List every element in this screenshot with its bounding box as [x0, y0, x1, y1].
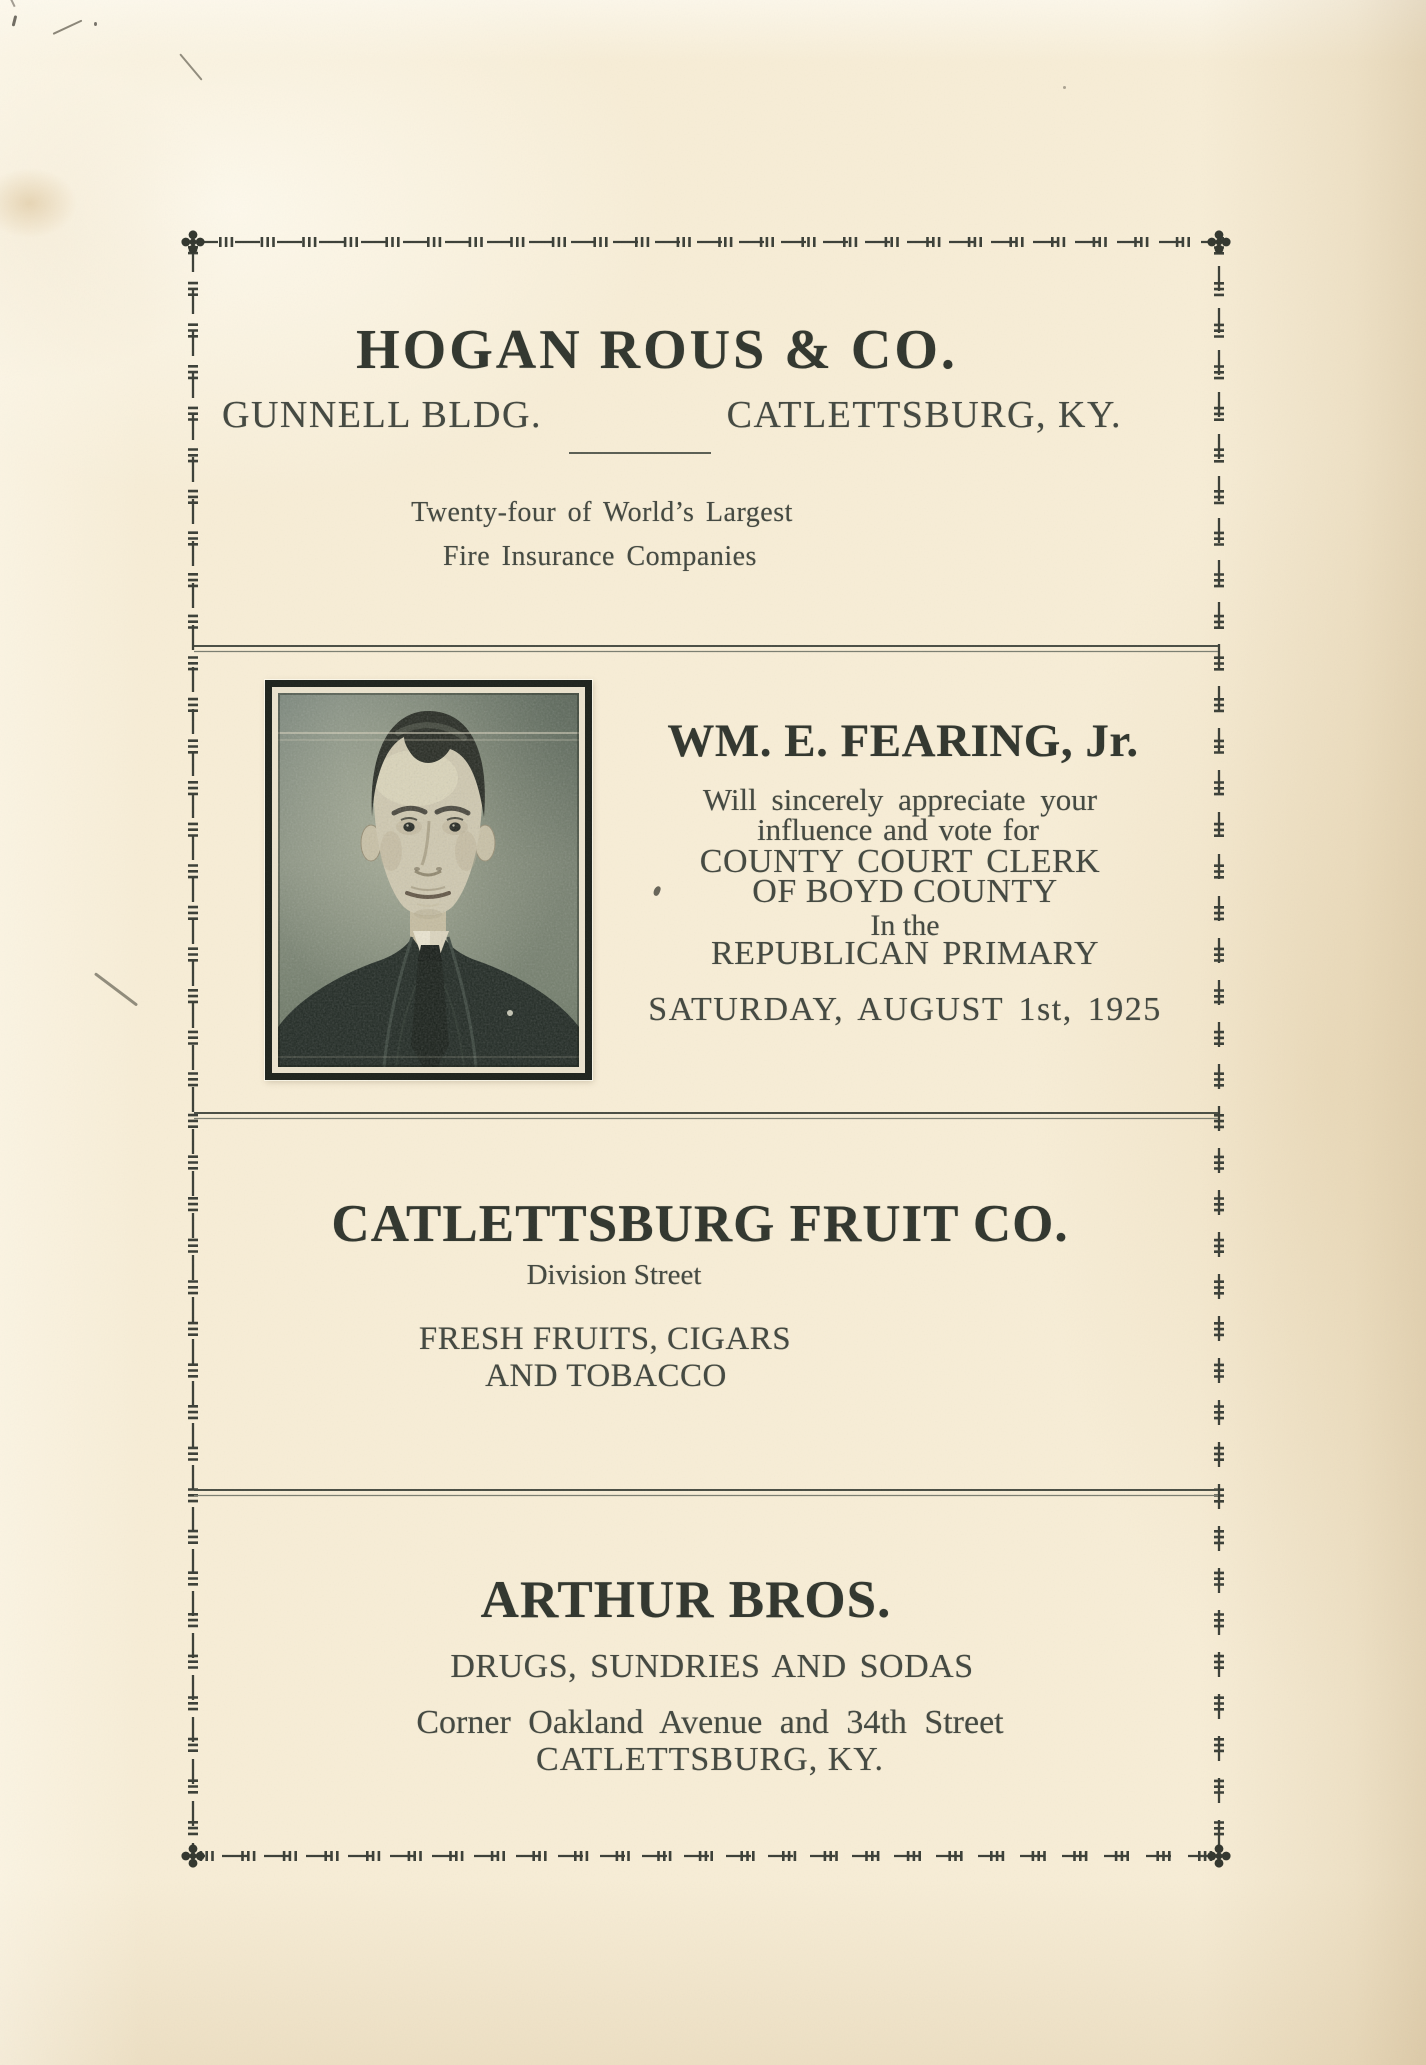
fruit-co-street: Division Street — [526, 1259, 702, 1291]
hogan-rous-address-left: GUNNELL BLDG. — [222, 394, 542, 436]
section-divider-2 — [194, 1113, 1218, 1119]
fearing-name-title: WM. E. FEARING, Jr. — [667, 715, 1139, 767]
scan-artifact-pencil-line — [179, 53, 202, 80]
fearing-primary-line: REPUBLICAN PRIMARY — [710, 935, 1100, 972]
short-divider-rule — [569, 452, 711, 454]
scan-artifact-stain — [0, 168, 77, 238]
fearing-portrait-photo — [265, 680, 592, 1080]
arthur-bros-subtitle: DRUGS, SUNDRIES AND SODAS — [450, 1648, 974, 1685]
fearing-office-line2: OF BOYD COUNTY — [752, 873, 1058, 910]
fearing-pitch-line2: influence and vote for — [757, 812, 1039, 847]
scan-artifact-corner-crease — [2, 0, 15, 7]
hogan-rous-address-right: CATLETTSBURG, KY. — [726, 394, 1122, 436]
fruit-co-title: CATLETTSBURG FRUIT CO. — [331, 1195, 1069, 1253]
hogan-rous-tagline-line2: Fire Insurance Companies — [443, 541, 757, 572]
arthur-bros-address-line2: CATLETTSBURG, KY. — [536, 1741, 884, 1778]
section-divider-1 — [194, 646, 1218, 652]
hogan-rous-tagline-line1: Twenty-four of World’s Largest — [411, 497, 793, 528]
fearing-pitch-line1: Will sincerely appreciate your — [702, 782, 1098, 817]
scan-artifact-ink-speck — [652, 885, 661, 896]
fruit-co-products-line1: FRESH FRUITS, CIGARS — [418, 1321, 792, 1357]
hogan-rous-title: HOGAN ROUS & CO. — [356, 319, 958, 381]
fearing-office-line1: COUNTY COURT CLERK — [699, 843, 1101, 880]
fearing-qualifier: In the — [870, 909, 940, 942]
fearing-portrait-illustration — [278, 693, 579, 1067]
arthur-bros-title: ARTHUR BROS. — [480, 1571, 892, 1629]
scan-artifact-pencil-line — [94, 972, 138, 1006]
section-divider-3 — [194, 1490, 1218, 1496]
scan-artifact-dot — [94, 22, 97, 26]
arthur-bros-address-line1: Corner Oakland Avenue and 34th Street — [416, 1704, 1004, 1741]
fruit-co-products-line2: AND TOBACCO — [485, 1358, 727, 1394]
fearing-election-date: SATURDAY, AUGUST 1st, 1925 — [648, 991, 1162, 1028]
scan-artifact-pencil-tick — [12, 15, 18, 26]
scan-artifact-dot — [1063, 86, 1066, 89]
scan-artifact-pencil-line — [53, 20, 83, 35]
